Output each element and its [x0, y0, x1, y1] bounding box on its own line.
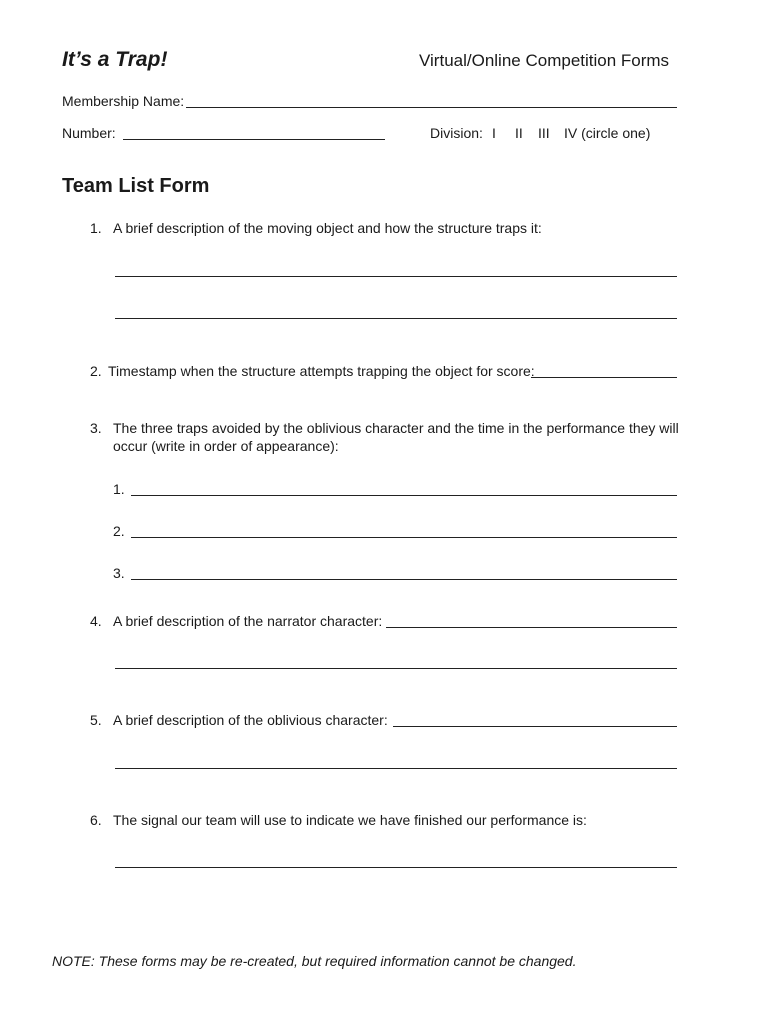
question-6-answer-line[interactable]	[115, 867, 677, 868]
question-2-number: 2.	[90, 363, 102, 379]
division-option-iv[interactable]: IV (circle one)	[564, 125, 651, 141]
question-4-answer-line-2[interactable]	[115, 668, 677, 669]
question-5-answer-line-1[interactable]	[393, 726, 677, 727]
membership-name-label: Membership Name:	[62, 93, 185, 109]
question-5-answer-line-2[interactable]	[115, 768, 677, 769]
form-title: It’s a Trap!	[62, 48, 168, 71]
question-4-answer-line-1[interactable]	[386, 627, 677, 628]
question-1-text: A brief description of the moving object and how the structure traps it:	[113, 220, 542, 236]
division-option-ii[interactable]: II	[515, 125, 523, 141]
question-1-answer-line-1[interactable]	[115, 276, 677, 277]
question-3-sub-item-number: 2.	[113, 523, 125, 539]
question-3-number: 3.	[90, 420, 102, 436]
question-3-sub-item-2-line[interactable]	[131, 537, 677, 538]
question-3-text-continued: occur (write in order of appearance):	[113, 438, 339, 454]
question-1-answer-line-2[interactable]	[115, 318, 677, 319]
division-label: Division:	[430, 125, 483, 141]
number-label: Number:	[62, 125, 116, 141]
division-option-i[interactable]: I	[492, 125, 496, 141]
question-2-text: Timestamp when the structure attempts trapping the object for score:	[108, 363, 535, 379]
question-3-sub-item-number: 3.	[113, 565, 125, 581]
question-6-number: 6.	[90, 812, 102, 828]
membership-name-field[interactable]	[186, 107, 677, 108]
question-4-number: 4.	[90, 613, 102, 629]
division-option-iii[interactable]: III	[538, 125, 550, 141]
section-title: Team List Form	[62, 175, 210, 197]
question-2-answer-line[interactable]	[531, 377, 677, 378]
question-3-sub-item-3-line[interactable]	[131, 579, 677, 580]
question-1-number: 1.	[90, 220, 102, 236]
question-6-text: The signal our team will use to indicate we have finished our performance is:	[113, 812, 587, 828]
question-4-text: A brief description of the narrator character:	[113, 613, 383, 629]
number-field[interactable]	[123, 139, 385, 140]
question-3-sub-item-number: 1.	[113, 481, 125, 497]
form-subtitle: Virtual/Online Competition Forms	[419, 51, 670, 70]
question-5-number: 5.	[90, 712, 102, 728]
question-3-text: The three traps avoided by the oblivious character and the time in the performance they will	[113, 420, 679, 436]
question-5-text: A brief description of the oblivious character:	[113, 712, 388, 728]
question-3-sub-item-1-line[interactable]	[131, 495, 677, 496]
footer-note: NOTE: These forms may be re-created, but required information cannot be changed.	[52, 953, 577, 969]
